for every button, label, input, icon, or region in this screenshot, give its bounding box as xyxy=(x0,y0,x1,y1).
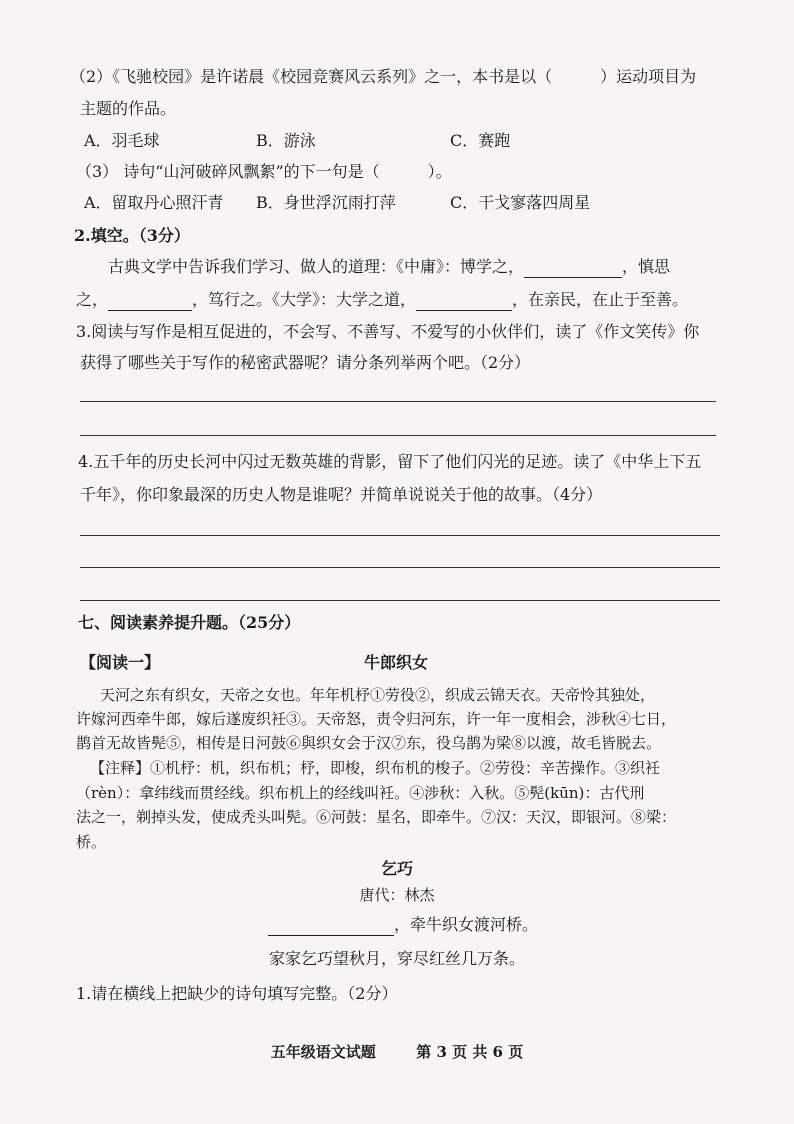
poem-question-1: 1.请在横线上把缺少的诗句填写完整。（2分） xyxy=(76,984,398,1003)
fill-line-2 xyxy=(76,289,688,311)
reading-1-label: 【阅读一】 xyxy=(80,653,161,672)
section-7-title: 七、阅读素养提升题。（25分） xyxy=(78,613,301,632)
reading-1-text-line-1: 天河之东有织女，天帝之女也。年年机杼①劳役②，织成云锦天衣。天帝怜其独处， xyxy=(100,686,656,704)
footer-subject: 五年级语文试题 xyxy=(270,1043,376,1061)
poem-line-1 xyxy=(268,914,538,936)
question-3-option-a: A．留取丹心照汗青 xyxy=(84,193,224,212)
reading-1-note-line-3: 法之一，剃掉头发，使成秃头叫髡。⑥河鼓：星名，即牵牛。⑦汉：天汉，即银河。⑧梁： xyxy=(76,808,677,826)
reading-1-text-line-3: 鹊首无故皆髡⑤，相传是日河鼓⑥與织女会于汉⑦东，役乌鹊为梁⑧以渡，故毛皆脱去。 xyxy=(76,734,662,752)
reading-1-note-line-4: 桥。 xyxy=(76,833,107,851)
reading-1-note-line-2: （rèn）：拿纬线而贯经线。织布机上的经线叫衽。④涉秋：入秋。⑤髡(kūn)：古代刑 xyxy=(76,784,645,802)
fill-line-2-text-c: ，在亲民，在止于至善。 xyxy=(512,290,689,309)
question-3-option-b: B．身世浮沉雨打萍 xyxy=(256,193,396,212)
question-3-stem: （3） 诗句“山河破碎风飘絮”的下一句是（ ）。 xyxy=(76,162,452,181)
question-2-option-c: C．赛跑 xyxy=(450,131,511,150)
poem-title: 乞巧 xyxy=(380,859,413,878)
question-4-line-1: 4.五千年的历史长河中闪过无数英雄的背影，留下了他们闪光的足迹。读了《中华上下五 xyxy=(78,452,702,471)
fill-blank-3[interactable] xyxy=(416,292,512,311)
question-4-line-2: 千年》，你印象最深的历史人物是谁呢？并简单说说关于他的故事。（4分） xyxy=(80,485,603,504)
answer-line[interactable] xyxy=(80,535,720,536)
fill-title: 2.填空。（3分） xyxy=(74,226,190,245)
poem-line-1-tail: ，牵牛织女渡河桥。 xyxy=(394,915,539,934)
fill-line-1 xyxy=(108,256,670,278)
reading-1-note-line-1: 【注释】①机杼：机，织布机；杼，即梭，织布机的梭子。②劳役：辛苦操作。③织衽 xyxy=(90,759,661,777)
question-2-stem-line-1: （2）《飞驰校园》是许诺晨《校园竞赛风云系列》之一，本书是以（ ）运动项目为 xyxy=(70,67,697,86)
fill-line-1-text-a: 古典文学中告诉我们学习、做人的道理：《中庸》：博学之， xyxy=(108,257,525,276)
fill-line-1-text-b: ，慎思 xyxy=(622,257,671,276)
answer-line[interactable] xyxy=(80,567,720,568)
question-3-option-c: C．干戈寥落四周星 xyxy=(450,193,591,212)
fill-line-2-text-a: 之， xyxy=(76,290,109,309)
reading-1-title: 牛郎织女 xyxy=(364,653,429,672)
fill-line-2-text-b: ，笃行之。《大学》：大学之道， xyxy=(192,290,417,309)
question-2-option-a: A．羽毛球 xyxy=(84,131,160,150)
poem-blank[interactable] xyxy=(268,917,394,936)
reading-1-text-line-2: 许嫁河西牵牛郎，嫁后遂废织衽③。天帝怒，责令归河东，许一年一度相会，涉秋④七日， xyxy=(76,710,677,728)
question-3-writing-line-2: 获得了哪些关于写作的秘密武器呢？请分条列举两个吧。（2分） xyxy=(80,353,531,372)
footer-page-number: 第 3 页 共 6 页 xyxy=(416,1043,524,1061)
answer-line[interactable] xyxy=(80,401,716,402)
fill-blank-2[interactable] xyxy=(108,292,192,311)
question-2-option-b: B．游泳 xyxy=(256,131,316,150)
fill-blank-1[interactable] xyxy=(524,259,622,278)
question-2-stem-line-2: 主题的作品。 xyxy=(80,99,177,118)
poem-line-2: 家家乞巧望秋月，穿尽红丝几万条。 xyxy=(268,949,525,968)
question-3-writing-line-1: 3.阅读与写作是相互促进的，不会写、不善写、不爱写的小伙伴们，读了《作文笑传》你 xyxy=(76,322,700,341)
poem-author: 唐代：林杰 xyxy=(359,886,435,904)
page-footer xyxy=(0,1041,794,1062)
answer-line[interactable] xyxy=(80,600,720,601)
answer-line[interactable] xyxy=(80,435,716,436)
